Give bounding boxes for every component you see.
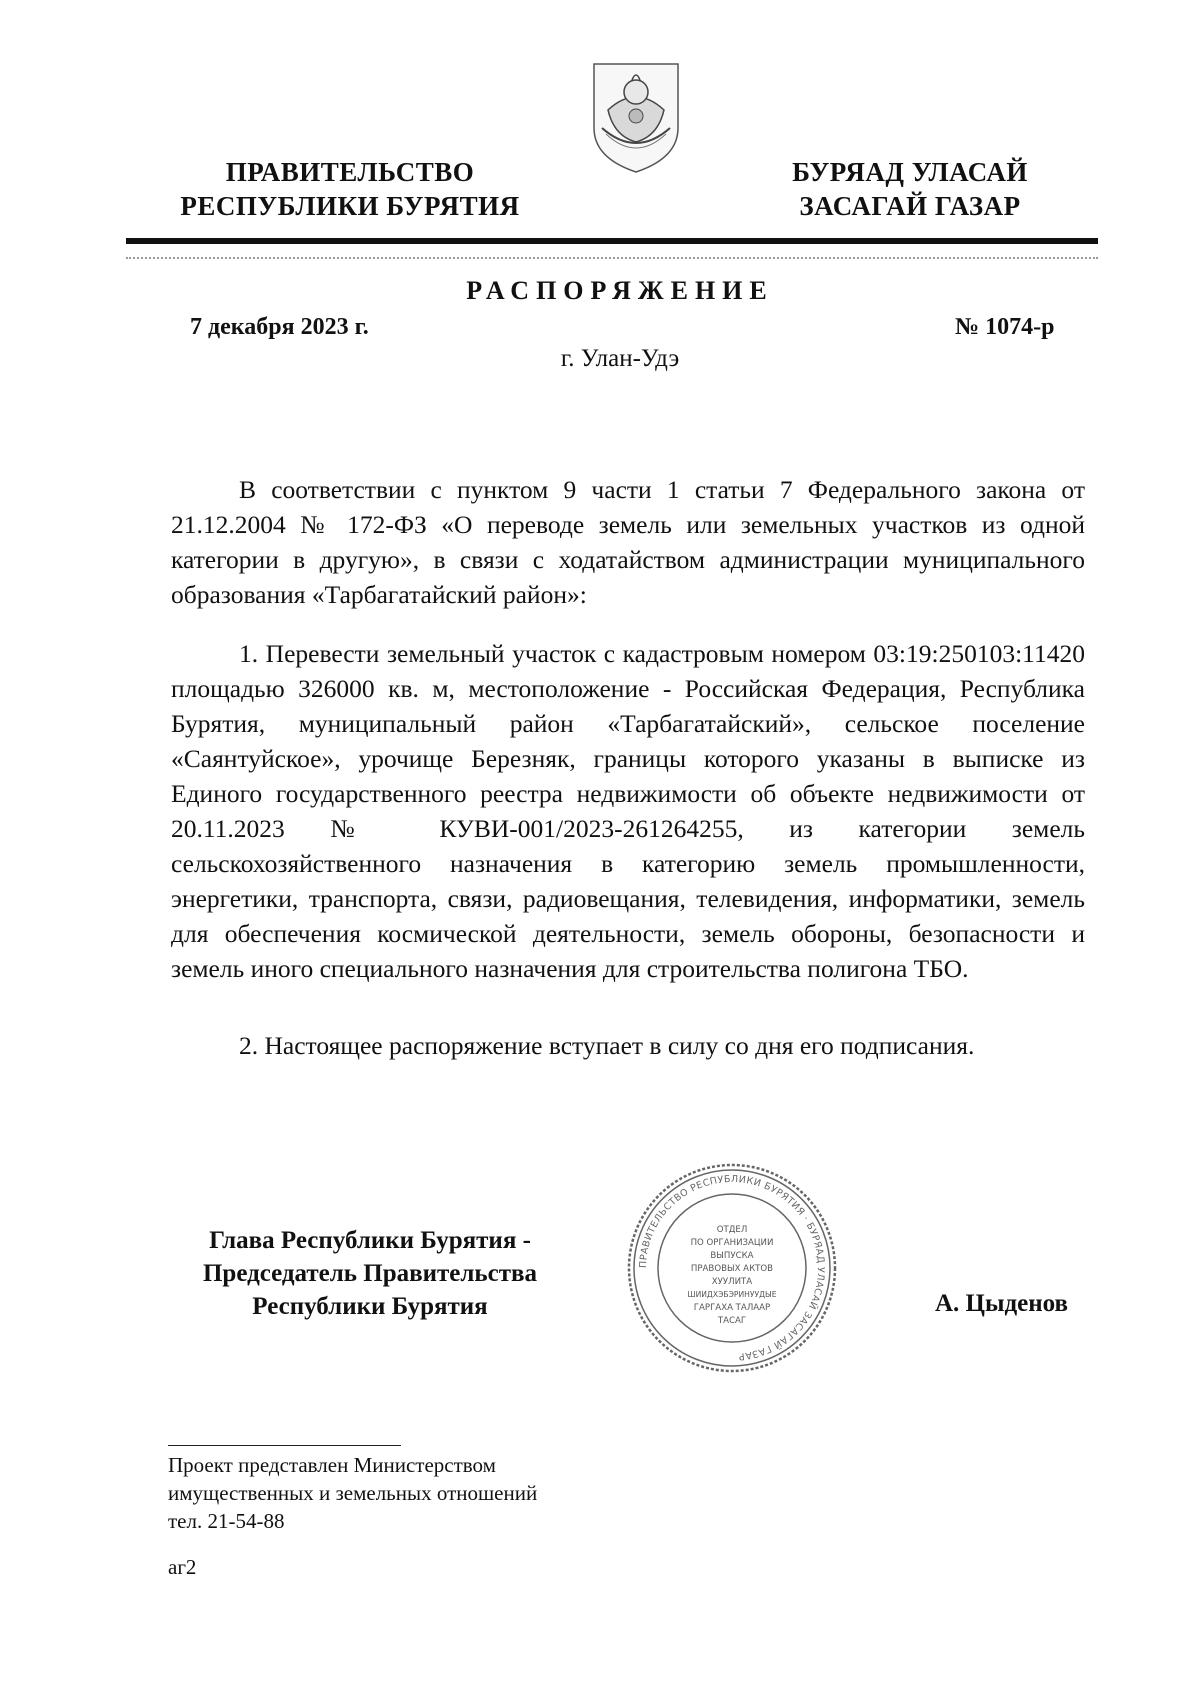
stamp-center-line: ГАРГАХА ТАЛААР (693, 1303, 771, 1313)
footnote-line2: имущественных и земельных отношений (168, 1481, 538, 1505)
stamp-center-line: ОТДЕЛ (716, 1225, 748, 1235)
footnote-divider (168, 1445, 401, 1446)
footnote-line3: тел. 21-54-88 (168, 1509, 285, 1533)
header-left-line1: ПРАВИТЕЛЬСТВО (225, 157, 475, 187)
header-divider-thick (126, 238, 1098, 244)
document-code: аг2 (168, 1555, 197, 1579)
footnote-line1: Проект представлен Министерством (168, 1453, 496, 1477)
stamp-ring-text: ПРАВИТЕЛЬСТВО РЕСПУБЛИКИ БУРЯТИЯ · БУРЯАД УЛАСАЙ ЗАСАГАЙ ГАЗАР (637, 1173, 827, 1362)
item-2-paragraph: 2. Настоящее распоряжение вступает в силу со дня его подписания. (239, 1031, 975, 1060)
header-right-line1: БУРЯАД УЛАСАЙ (792, 157, 1028, 187)
signer-position-line2: Председатель Правительства (202, 1260, 538, 1287)
signer-position (160, 1224, 580, 1323)
stamp-center-line: ШИИДХЭБЭРИНУУДЫЕ (687, 1290, 777, 1299)
header-right (760, 155, 1060, 223)
header-left (160, 155, 540, 223)
stamp-center-line: ХУУЛИТА (711, 1277, 753, 1287)
official-round-stamp-icon (626, 1162, 838, 1374)
item-1-paragraph: 1. Перевести земельный участок с кадастровым номером 03:19:250103:11420 площадью 326000 кв. м, местоположение - Российская Федерация, Республика Бурятия, муниципальный район «Тарбагатайский», сельское поселение «Саянтуйское», урочище Березняк, границы которого указаны в выписке из Единого государственного реестра недвижимости об объекте недвижимости от 20.11.2023 № КУВИ-001/2023-261264255, из категории земель сельскохозяйственного назначения в категорию земель промышленности, энергетики, транспорта, связи, радиовещания, телевидения, информатики, земель для обеспечения космической деятельности, земель обороны, безопасности и земель иного специального назначения для строительства полигона ТБО. (171, 639, 1085, 983)
signer-position-line1: Глава Республики Бурятия - (209, 1227, 531, 1254)
header-divider-thin (126, 257, 1098, 259)
document-city: г. Улан-Удэ (560, 345, 680, 372)
header-right-line2: ЗАСАГАЙ ГАЗАР (799, 191, 1021, 221)
stamp-center-line: ВЫПУСКА (710, 1251, 754, 1261)
stamp-center-line: ПО ОРГАНИЗАЦИИ (690, 1238, 774, 1248)
header-left-line2: РЕСПУБЛИКИ БУРЯТИЯ (180, 191, 520, 221)
document-title: РАСПОРЯЖЕНИЕ (466, 276, 774, 305)
document-number: № 1074-р (955, 314, 1055, 340)
document-date: 7 декабря 2023 г. (190, 314, 369, 340)
preamble-paragraph: В соответствии с пунктом 9 части 1 статьи 7 Федерального закона от 21.12.2004 № 172-ФЗ «О переводе земель или земельных участков из одной категории в другую», в связи с ходатайством администрации муниципального образования «Тарбагатайский район»: (171, 475, 1085, 609)
signer-name: А. Цыденов (935, 1290, 1069, 1317)
footnote (168, 1451, 537, 1535)
stamp-center-line: ПРАВОВЫХ АКТОВ (690, 1264, 774, 1274)
signer-position-line3: Республики Бурятия (252, 1293, 488, 1320)
coat-of-arms-icon (588, 58, 684, 176)
stamp-center-line: ТАСАГ (717, 1316, 747, 1326)
